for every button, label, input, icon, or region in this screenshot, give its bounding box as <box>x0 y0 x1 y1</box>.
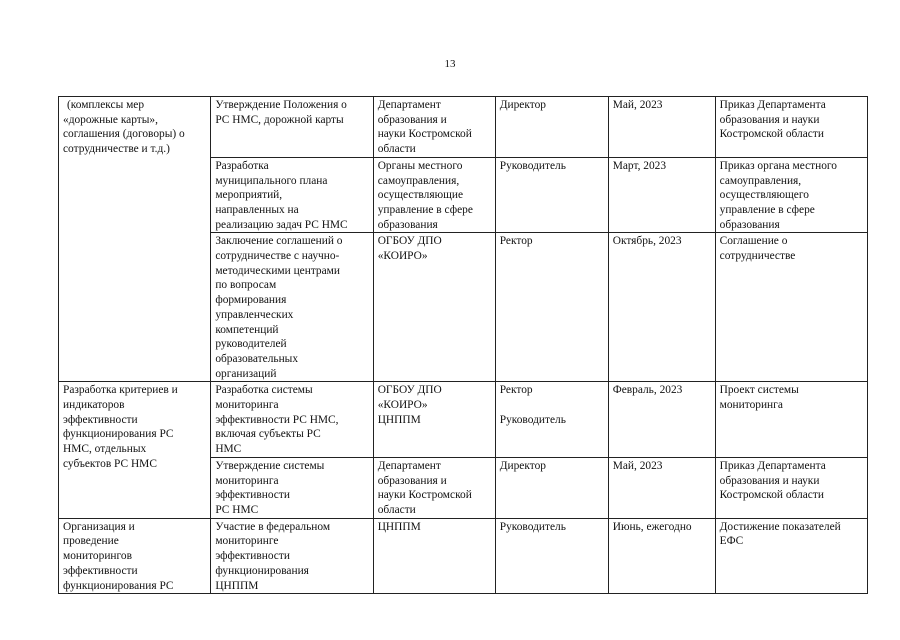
cell-line: Костромской области <box>719 128 824 141</box>
cell-line: руководителей <box>215 338 287 351</box>
cell-line: Департамент <box>377 99 441 111</box>
cell-line: сотрудничестве с научно- <box>215 250 340 263</box>
plan-table <box>58 96 868 594</box>
result-cell <box>715 457 867 518</box>
cell-line: компетенций <box>215 323 279 336</box>
responsible-cell <box>495 157 608 233</box>
cell-line: эффективности <box>215 489 290 502</box>
executor-cell <box>373 457 495 518</box>
cell-line: Разработка системы <box>215 384 313 397</box>
result-cell <box>715 382 867 458</box>
task-cell <box>59 518 211 594</box>
cell-line: Приказ органа местного <box>719 159 837 172</box>
executor-cell <box>373 233 495 382</box>
responsible-cell <box>495 457 608 518</box>
cell-line: самоуправления, <box>377 174 460 187</box>
cell-line: образования и <box>377 474 447 487</box>
cell-line: мероприятий, <box>215 189 283 202</box>
cell-line: мониторинга <box>215 399 279 412</box>
cell-line: ОГБОУ ДПО <box>377 235 442 248</box>
cell-line: Ректор <box>499 384 533 397</box>
cell-line: Костромской области <box>719 489 824 502</box>
cell-line: Ректор <box>499 235 533 248</box>
cell-line: мониторинга <box>719 399 783 412</box>
cell-line: Приказ Департамента <box>719 99 826 111</box>
deadline-cell: Февраль, 2023 <box>608 382 715 458</box>
responsible-cell <box>495 518 608 594</box>
cell-line: сотрудничестве и т.д.) <box>63 143 170 156</box>
cell-line: самоуправления, <box>719 174 802 187</box>
executor-cell <box>373 518 495 594</box>
cell-line: ЕФС <box>719 535 744 548</box>
responsible-cell <box>495 233 608 382</box>
cell-line: управление в сфере <box>719 203 815 216</box>
cell-line: осуществляющего <box>719 189 809 202</box>
cell-line: сотрудничестве <box>719 250 796 263</box>
activity-cell <box>211 97 373 158</box>
cell-line: включая субъекты РС <box>215 428 321 441</box>
cell-line: «КОИРО» <box>377 250 428 263</box>
cell-line: Соглашение о <box>719 235 788 248</box>
cell-line: Участие в федеральном <box>215 520 331 533</box>
cell-line: Приказ Департамента <box>719 459 826 472</box>
cell-line: науки Костромской <box>377 128 472 141</box>
cell-line: Разработка критериев и <box>63 384 178 397</box>
cell-line: Заключение соглашений о <box>215 235 343 248</box>
cell-line: мониторинге <box>215 535 279 548</box>
cell-line: функционирования РС <box>63 579 174 592</box>
cell-line: ЦНППМ <box>377 520 421 533</box>
cell-line: ЦНППМ <box>377 413 421 426</box>
cell-line: ЦНППМ <box>215 579 259 592</box>
cell-line: по вопросам <box>215 279 277 292</box>
cell-line: проведение <box>63 535 119 548</box>
cell-line: формирования <box>215 294 287 307</box>
cell-line: соглашения (договоры) о <box>63 128 185 141</box>
activity-cell <box>211 457 373 518</box>
result-cell <box>715 518 867 594</box>
table-row <box>59 97 868 158</box>
result-cell <box>715 233 867 382</box>
cell-line: области <box>377 143 416 156</box>
activity-cell <box>211 233 373 382</box>
task-cell <box>59 382 211 518</box>
executor-cell <box>373 157 495 233</box>
responsible-cell <box>495 97 608 158</box>
cell-line: образовательных <box>215 352 299 365</box>
cell-line: (комплексы мер <box>67 99 145 111</box>
cell-line: управленческих <box>215 308 294 321</box>
cell-line: Достижение показателей <box>719 520 841 533</box>
cell-line: образования и науки <box>719 474 820 487</box>
deadline-cell: Октябрь, 2023 <box>608 233 715 382</box>
cell-line: управление в сфере <box>377 203 473 216</box>
cell-line: ОГБОУ ДПО <box>377 384 442 397</box>
cell-line: «КОИРО» <box>377 399 428 412</box>
cell-line: муниципального плана <box>215 174 328 187</box>
cell-line: НМС <box>215 443 242 456</box>
cell-line: Руководитель <box>499 520 566 533</box>
cell-line: области <box>377 503 416 516</box>
cell-line: методическими центрами <box>215 264 340 277</box>
cell-line: Руководитель <box>499 413 566 426</box>
activity-cell <box>211 382 373 458</box>
cell-line: РС НМС, дорожной карты <box>215 113 344 126</box>
cell-line: РС НМС <box>215 503 259 516</box>
cell-line: Органы местного <box>377 159 463 172</box>
result-cell <box>715 97 867 158</box>
cell-line: науки Костромской <box>377 489 472 502</box>
cell-line: Организация и <box>63 520 135 533</box>
cell-line: функционирования <box>215 564 309 577</box>
cell-line: Проект системы <box>719 384 799 397</box>
cell-line: «дорожные карты», <box>63 113 158 126</box>
cell-line: мониторингов <box>63 550 132 563</box>
task-cell <box>59 97 211 382</box>
cell-line: функционирования РС <box>63 428 174 441</box>
deadline-cell: Май, 2023 <box>608 97 715 158</box>
cell-line: Утверждение Положения о <box>215 99 347 111</box>
cell-line: эффективности <box>215 550 290 563</box>
cell-line: Директор <box>499 99 546 111</box>
deadline-cell: Июнь, ежегодно <box>608 518 715 594</box>
activity-cell <box>211 518 373 594</box>
responsible-cell <box>495 382 608 458</box>
cell-line: субъектов РС НМС <box>63 457 157 470</box>
cell-line: эффективности <box>63 564 138 577</box>
cell-line: эффективности РС НМС, <box>215 413 339 426</box>
table-row <box>59 382 868 458</box>
executor-cell <box>373 382 495 458</box>
cell-line: направленных на <box>215 203 299 216</box>
cell-line: образования и <box>377 113 447 126</box>
cell-line: образования <box>377 218 438 231</box>
page-number: 13 <box>444 58 456 70</box>
deadline-cell: Март, 2023 <box>608 157 715 233</box>
cell-line: Руководитель <box>499 159 566 172</box>
cell-line: мониторинга <box>215 474 279 487</box>
cell-line: НМС, отдельных <box>63 443 147 456</box>
cell-line: эффективности <box>63 413 138 426</box>
cell-line: образования и науки <box>719 113 820 126</box>
executor-cell <box>373 97 495 158</box>
cell-line: осуществляющие <box>377 189 464 202</box>
cell-line: реализацию задач РС НМС <box>215 218 348 231</box>
cell-line: Департамент <box>377 459 441 472</box>
cell-line: организаций <box>215 367 277 380</box>
table-row <box>59 518 868 594</box>
cell-line: Утверждение системы <box>215 459 325 472</box>
cell-line: образования <box>719 218 780 231</box>
result-cell <box>715 157 867 233</box>
cell-line: индикаторов <box>63 399 125 412</box>
cell-line: Директор <box>499 459 546 472</box>
activity-cell <box>211 157 373 233</box>
deadline-cell: Май, 2023 <box>608 457 715 518</box>
cell-line: Разработка <box>215 159 269 172</box>
